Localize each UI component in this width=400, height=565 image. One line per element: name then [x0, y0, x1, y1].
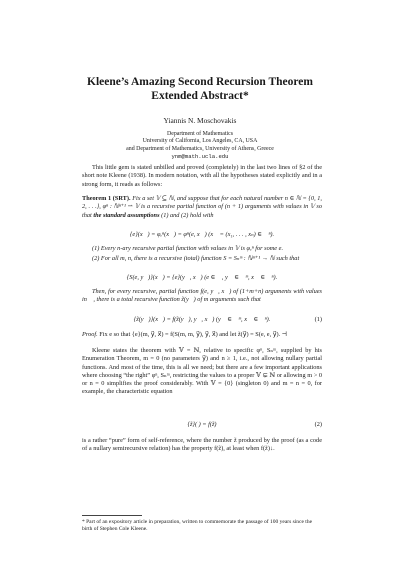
proof-label: Proof.	[82, 331, 98, 338]
theorem-tail: (1) and (2) hold with	[161, 211, 214, 219]
theorem-text: Fix a set 𝕍 ⊆ ℕ, and suppose that for each natural number n ∈ ℕ = {0, 1, 2, . . .}, φⁿ : ℕⁿ⁺¹ ⇀ 𝕍 is a recursive partial function of (n + 1) arguments with values in 𝕍 so that	[82, 195, 322, 219]
affiliation-block	[0, 131, 400, 161]
equation-definition	[82, 231, 322, 239]
equation-definition-text: {e}(x⃗) = φₑⁿ(x⃗) = φⁿ(e, x⃗) (x⃗ = (x₁, . . . , xₙ) ∈ ℕⁿ).	[129, 231, 275, 238]
equation-number: (1)	[314, 316, 322, 323]
equation-main-text: {z̃(y⃗)}(x⃗) = f(z̃(y⃗), y⃗, x⃗) (y⃗ ∈ ℕᵐ, x⃗ ∈ ℕⁿ).	[133, 316, 271, 323]
paper-title-line2: Extended Abstract*	[151, 90, 249, 102]
assumption-1: (1) Every n-ary recursive partial function with values in 𝕍 is φₑⁿ for some e.	[92, 245, 284, 252]
equation-smn-text: {S(e, y⃗)}(x⃗) = {e}(y⃗, x⃗) (e ∈ ℕ, y⃗ ∈ ℕᵐ, x⃗ ∈ ℕⁿ).	[126, 274, 278, 281]
proof-text: Fix e so that {e}(m, y⃗, x⃗) = f(S(m, m, y⃗), y⃗, x⃗) and let z̃(y⃗) = S(e, e, y⃗). ⊣	[99, 331, 288, 338]
theorem-paragraph	[82, 195, 322, 220]
theorem-bold-phrase: the standard assumptions	[93, 211, 160, 219]
footnote: * Part of an expository article in preparation, written to commemorate the passage of 100 years since the birth of Stephen Cole Kleene.	[82, 519, 313, 532]
then-paragraph: Then, for every recursive, partial function f(e, y⃗, x⃗) of (1+m+n) arguments with values in 𝕍, there is a total recursive function z̃(y⃗) of m arguments such that	[82, 288, 322, 304]
theorem-heading: Theorem 1 (SRT).	[82, 195, 131, 202]
affiliation-line: and Department of Mathematics, University of Athens, Greece	[126, 145, 274, 152]
equation-number: (2)	[314, 421, 322, 428]
intro-paragraph: This little gem is stated unbilled and proved (completely) in the last two lines of §2 of the short note Kleene (1938). In modern notation, with all the hypotheses stated explicitly and in a strong form, it reads as follows:	[82, 164, 322, 188]
discussion-paragraph: Kleene states the theorem with 𝕍 = ℕ, relative to specific φⁿ, Sₙᵐ, supplied by his Enumeration Theorem, m = 0 (no parameters y⃗) and n ≥ 1, i.e., not allowing nullary partial functions. And most of the time, this is all we need; but there are a few important applications where choosing “the right” φⁿ, Sₙᵐ, restricting the values to a proper 𝕍 ⊊ ℕ or allowing m > 0 or n = 0 simplifies the proof considerably. With 𝕍 = {0} (singleton 0) and m = n = 0, for example, the characteristic equation	[82, 347, 322, 396]
equation-smn	[82, 274, 322, 282]
footnote-rule	[82, 515, 142, 516]
closing-paragraph: is a rather “pure” form of self-reference, where the number z̃ produced by the proof (as a code of a nullary semirecursive relation) has the property f(z̃), at least when f(z̃)↓.	[82, 437, 322, 453]
paper-title-line1: Kleene’s Amazing Second Recursion Theorem	[87, 76, 313, 88]
equation-characteristic	[82, 421, 322, 429]
affiliation-line: University of California, Los Angeles, CA, USA	[142, 138, 258, 145]
equation-characteristic-text: {z̃}( ) = f(z̃)	[187, 421, 217, 428]
equation-main	[82, 316, 322, 324]
author-email: ynm@math.ucla.edu	[171, 153, 229, 161]
author-name: Yiannis N. Moschovakis	[163, 116, 237, 125]
assumption-2: (2) For all m, n, there is a recursive (total) function S = Sₙᵐ : ℕᵐ⁺¹ → ℕ such that	[92, 255, 300, 262]
proof-paragraph	[82, 331, 322, 339]
affiliation-line: Department of Mathematics	[166, 131, 234, 137]
